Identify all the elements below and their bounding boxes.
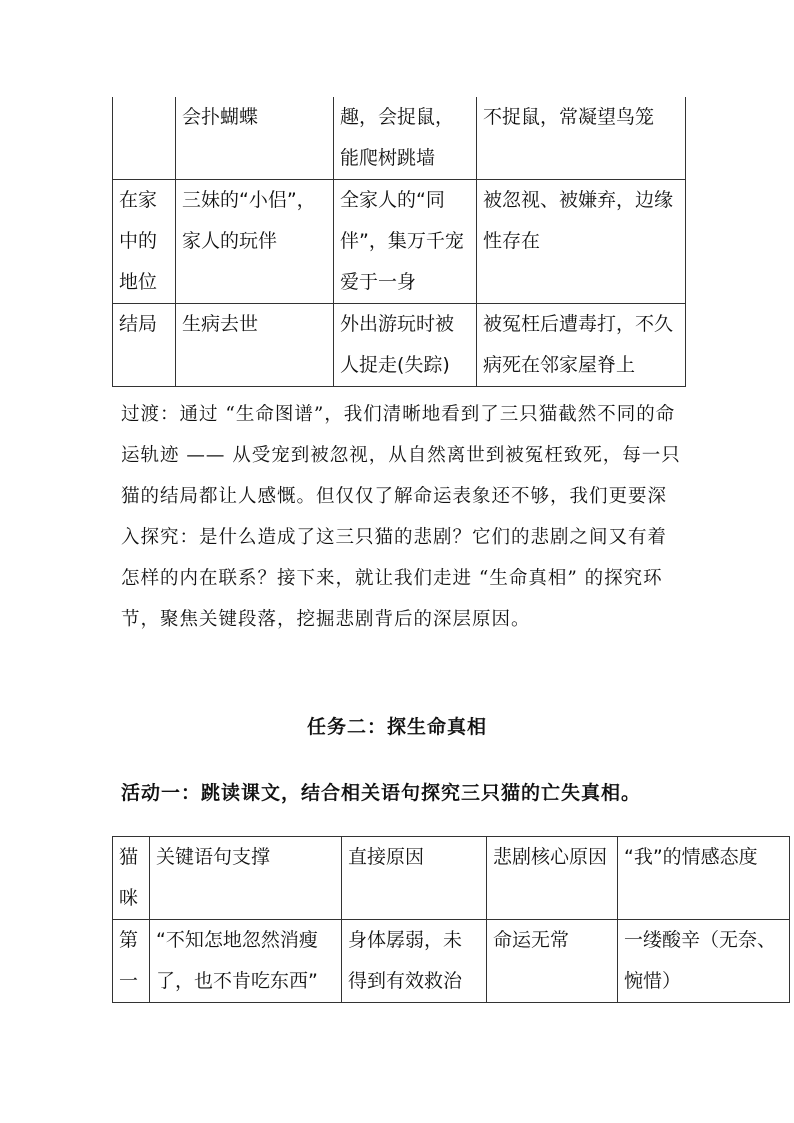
activity-title: 活动一：跳读课文，结合相关语句探究三只猫的亡失真相。 [121,782,642,804]
table-cell: 趣，会捉鼠，能爬树跳墙 [334,97,477,180]
cat-death-analysis-table [112,836,790,1003]
table-cell: 不捉鼠，常凝望鸟笼 [477,97,686,180]
table-header-cell: 悲剧核心原因 [487,837,618,920]
table-cell [113,97,176,180]
table-cell: 外出游玩时被人捉走(失踪) [334,304,477,387]
transition-paragraph: 过渡：通过 “生命图谱”，我们清晰地看到了三只猫截然不同的命运轨迹 —— 从受宠到被忽视，从自然离世到被冤枉致死，每一只猫的结局都让人感慨。但仅仅了解命运表象还不够，我们更要深入探究：是什么造成了这三只猫的悲剧？它们的悲剧之间又有着怎样的内在联系？接下来，就让我们走进 “生命真相” 的探究环节，聚焦关键段落，挖掘悲剧背后的深层原因。 [121,404,681,630]
table-header-cell: “我”的情感态度 [618,837,790,920]
table-cell: 三妹的“小侣”，家人的玩伴 [176,180,334,304]
table-header-cell: 关键语句支撑 [150,837,342,920]
table-row [113,920,790,1003]
table-cell: 会扑蝴蝶 [176,97,334,180]
table-cell: 命运无常 [487,920,618,1003]
table-header-cell: 猫咪 [113,837,150,920]
table-cell: 第一 [113,920,150,1003]
table-cell: 被冤枉后遭毒打，不久病死在邻家屋脊上 [477,304,686,387]
table-header-cell: 直接原因 [342,837,487,920]
table-header-row [113,837,790,920]
table-cell: 生病去世 [176,304,334,387]
table-cell: 被忽视、被嫌弃，边缘性存在 [477,180,686,304]
task-title: 任务二：探生命真相 [306,716,487,738]
table-row [113,304,686,387]
table-cell: 在家中的地位 [113,180,176,304]
table-cell: 全家人的“同伴”，集万千宠爱于一身 [334,180,477,304]
table-row [113,97,686,180]
cat-comparison-table-continued [112,97,686,387]
table-cell: 结局 [113,304,176,387]
table-cell: “不知怎地忽然消瘦了，也不肯吃东西” [150,920,342,1003]
table-cell: 一缕酸辛（无奈、惋惜） [618,920,790,1003]
table-cell: 身体孱弱，未得到有效救治 [342,920,487,1003]
table-row [113,180,686,304]
